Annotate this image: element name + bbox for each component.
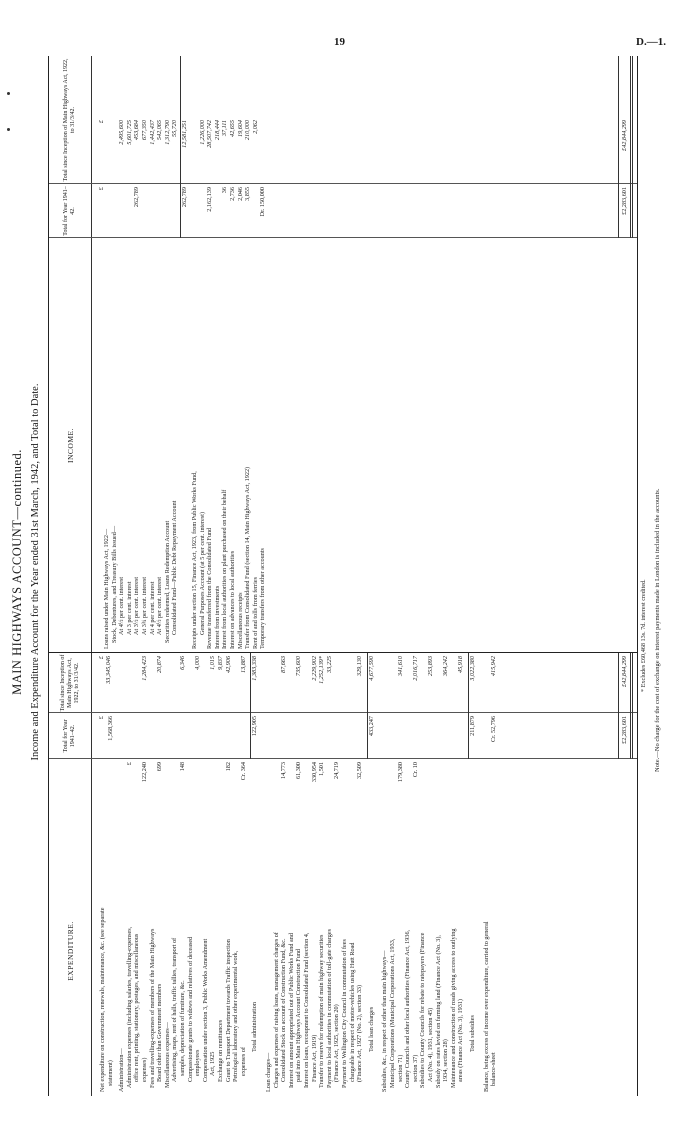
total-rule: [630, 56, 633, 238]
expenditure-inner-amount: 1,501: [318, 762, 326, 776]
income-item: Receipts under section 15, Finance Act, 1923, from Public Works Fund,: [191, 471, 198, 649]
expenditure-item: section 37): [411, 1054, 419, 1082]
expenditure-item: Subsidies to County Councils for rebate to ratepayers (Finance: [419, 932, 427, 1088]
income-since-amount: 677,350: [141, 120, 148, 141]
page-reference: D.—1.: [636, 36, 666, 48]
expenditure-item: Maintenance and construction of roads giving access to outlying: [449, 928, 457, 1088]
expenditure-item: samples, depreciation of furniture, &c.: [179, 980, 186, 1076]
income-item: At 4½ per cent. interest: [118, 576, 126, 635]
expenditure-item: Grant to Transport Department towards Traffic inspection: [224, 939, 232, 1082]
income-item: Miscellaneous receipts: [236, 592, 244, 649]
expenditure-inner-amount: 24,719: [333, 762, 341, 780]
expenditure-item: Interest on loans, recoupment to Consolidated Fund (section 4,: [303, 932, 310, 1088]
income-since-amount: 5,601,725: [125, 120, 133, 145]
income-year-amount: Dr. 150,000: [259, 187, 267, 217]
expenditure-since-amount: 1,015: [209, 656, 217, 670]
income-since-amount: 28,507,742: [206, 120, 214, 148]
income-since-amount: 1,442,437: [148, 120, 156, 145]
expenditure-inner-amount: 14,773: [280, 762, 288, 780]
expenditure-since-amount: £: [98, 656, 105, 660]
expenditure-since-amount: 341,610: [396, 656, 404, 677]
expenditure-item: Act, 1925: [209, 1051, 217, 1076]
expenditure-item: paid into Main Highways Account Construction Fund: [295, 948, 303, 1082]
account-subtitle: Income and Expenditure Account for the Year ended 31st March, 1942, and Total to Date.: [30, 383, 41, 761]
expenditure-since-amount: 4,677,590: [367, 656, 375, 681]
expenditure-item: Total loan charges: [367, 1006, 375, 1052]
expenditure-since-amount: 9,837: [217, 656, 224, 670]
total-rule: [630, 653, 633, 759]
income-item: At 3½ per cent. interest: [133, 576, 141, 635]
expenditure-inner-amount: 148: [179, 762, 186, 772]
expenditure-item: balance-sheet: [490, 1052, 498, 1086]
expenditure-inner-amount: Cr. 364: [239, 762, 247, 781]
expenditure-since-amount: 4,000: [194, 656, 202, 670]
expenditure-item: Administration—: [118, 1048, 126, 1092]
total-rule: [468, 653, 469, 759]
expenditure-item: Loan charges—: [265, 1052, 272, 1092]
income-since-amount: 2,495,600: [118, 120, 126, 145]
expenditure-since-amount: 1,252,139*: [318, 656, 326, 684]
income-since-amount: £: [98, 120, 105, 124]
income-item: General Purposes Account (at 5 per cent. interest): [198, 511, 206, 635]
income-since-amount: £42,844,299: [621, 120, 628, 151]
expenditure-item: Charges and expenses of raising loans, management charges of: [272, 932, 280, 1088]
expenditure-inner-amount: 182: [224, 762, 232, 772]
income-since-amount: 37,111: [221, 120, 229, 137]
expenditure-item: Compensation under section 3, Public Works Amendment: [201, 938, 209, 1082]
expenditure-since-amount: 329,130: [356, 656, 364, 677]
income-since-amount: 210,000: [244, 120, 252, 141]
expenditure-item: Advertising, maps, rent of halls, traffic tallies, transport of: [171, 937, 179, 1082]
expenditure-since-amount: 415,942: [490, 656, 498, 677]
income-since-amount: 453,684: [133, 120, 141, 141]
income-item: Interest on advances to local authorities: [229, 550, 236, 649]
income-item: Loans raised under Main Highways Act, 1922—: [103, 528, 110, 649]
income-since-amount: 19,604: [236, 120, 244, 138]
page-number: 19: [334, 36, 345, 48]
income-year-amount: 3,855: [244, 187, 252, 201]
expenditure-item: Subsidy on rates levied on farming land (Finance Act (No. 3),: [434, 935, 442, 1088]
expenditure-item: County Councils and other local authorities (Finance Act, 1936,: [404, 929, 412, 1088]
expenditure-item: Total administration: [251, 1002, 259, 1052]
expenditure-since-amount: 6,346: [179, 656, 186, 670]
total-rule: [250, 653, 251, 759]
income-item: Consolidated Fund—Public Debt Repayment Account: [171, 500, 179, 635]
expenditure-item: expenses): [141, 1057, 148, 1082]
expenditure-since-amount: 735,600: [295, 656, 303, 677]
expenditure-item: Act (No. 4), 1931, section 45): [427, 1007, 434, 1082]
total-rule: [618, 56, 619, 238]
expenditure-inner-amount: £: [125, 762, 133, 766]
expenditure-item: statement): [106, 1060, 114, 1086]
expenditure-item: Board other than Government members: [156, 983, 164, 1082]
total-rule: [618, 653, 619, 759]
expenditure-item: Fees and travelling-expenses of members of the Main Highways: [148, 928, 156, 1088]
income-since-amount: 1,226,000: [198, 120, 206, 145]
expenditure-item: Interest on amount appropriated out of Public Works Fund and: [287, 933, 295, 1088]
expenditure-item: (Finance Act, 1925, section 20): [333, 1004, 341, 1082]
income-year-amount: 36: [221, 187, 229, 194]
income-since-amount: 12,581,251: [181, 120, 189, 148]
expenditure-item: Compassionate grants to widows and relatives of deceased: [186, 936, 194, 1082]
expenditure-year-amount: 433,247: [367, 716, 375, 737]
expenditure-year-amount: £: [98, 716, 105, 720]
income-item: At 3 per cent. interest: [125, 581, 133, 635]
income-since-amount: 55,720: [171, 120, 179, 138]
income-since-amount: 542,065: [156, 120, 164, 141]
income-item: At 3¾ per cent. interest: [141, 576, 148, 635]
expenditure-year-amount: 1,568,366: [106, 716, 114, 741]
income-item: Rent of and tolls from ferries: [251, 577, 259, 649]
income-item: Transfer from Consolidated Fund (section 14, Main Highways Act, 1922): [244, 466, 252, 649]
expenditure-year-amount: Cr. 52,796: [490, 716, 498, 742]
expenditure-item: 1934, section 28): [442, 1039, 450, 1082]
rotated-account-table: [8, 42, 668, 1102]
expenditure-since-amount: 20,874: [156, 656, 164, 674]
expenditure-item: section 71): [396, 1054, 404, 1082]
expenditure-since-amount: 2,016,717: [411, 656, 419, 681]
expenditure-item: Administration expenses (including salaries, travelling-expenses,: [125, 926, 133, 1088]
expenditure-inner-amount: 122,240: [141, 762, 148, 783]
income-year-amount: 2,162,139: [206, 187, 214, 212]
income-year-amount: £2,283,601: [621, 187, 628, 215]
footnote: * Excludes £60,468 13s. 7d. interest credited.: [640, 579, 647, 692]
column-divider: [49, 712, 637, 759]
expenditure-since-amount: 3,022,380: [469, 656, 476, 681]
expenditure-since-amount: 33,225: [325, 656, 333, 674]
income-item: Revenue transferred from the Consolidated Fund: [206, 527, 214, 649]
income-year-amount: £: [98, 187, 105, 191]
expenditure-inner-amount: 699: [156, 762, 164, 772]
header-expenditure: EXPENDITURE.: [65, 921, 75, 981]
expenditure-item: Consolidated Stock on account of Construction Fund, &c.: [280, 938, 288, 1082]
column-divider: [49, 652, 637, 713]
expenditure-item: Net expenditure on construction, renewals, maintenance, &c. (see separate: [99, 907, 106, 1092]
income-since-amount: 1,312,790: [163, 120, 171, 145]
expenditure-since-amount: 42,906: [224, 656, 232, 674]
expenditure-item: Miscellaneous expenses—: [163, 1022, 171, 1088]
header-year-right: Total for Year 1941–42.: [63, 186, 76, 236]
expenditure-item: areas (Finance Act (No. 3), 1931): [457, 999, 465, 1082]
income-since-amount: 42,655: [229, 120, 236, 138]
expenditure-since-amount: 364,242: [442, 656, 450, 677]
expenditure-item: Petrological laboratory and other experimental work,: [232, 950, 240, 1082]
expenditure-inner-amount: 32,509: [356, 762, 364, 780]
income-expenditure-table: [48, 56, 638, 1096]
expenditure-item: Exchange on remittances: [217, 1019, 224, 1082]
expenditure-year-amount: 122,905: [251, 716, 259, 737]
expenditure-since-amount: 2,229,902: [310, 656, 318, 681]
income-item: Interest from local authorities on plant purchased on their behalf: [221, 489, 229, 649]
expenditure-item: (Finance Act, 1927 (No. 2), section 33): [356, 984, 364, 1082]
expenditure-item: chargeable in respect of motor-vehicles using Hutt Road: [348, 942, 356, 1082]
expenditure-item: Balance, being excess of income over expenditure, carried to general: [482, 921, 490, 1092]
expenditure-inner-amount: 179,380: [396, 762, 404, 783]
income-item: At 4½ per cent. interest: [156, 576, 164, 635]
expenditure-item: Payment to local authorities in commutation of toll-gate charges: [325, 928, 333, 1088]
income-year-amount: 2,046: [236, 187, 244, 201]
header-income: INCOME.: [65, 428, 75, 463]
expenditure-item: Municipal Corporations (Municipal Corporations Act, 1933,: [389, 938, 396, 1088]
header-since-right: Total since Inception of Main Highways Act, 1922, to 31/3/42.: [63, 58, 76, 182]
income-since-amount: 2,062: [251, 120, 259, 134]
expenditure-item: expenses of: [239, 1046, 247, 1076]
expenditure-since-amount: 1,284,423: [141, 656, 148, 681]
expenditure-since-amount: 13,887: [239, 656, 247, 674]
expenditure-item: employees: [194, 1049, 202, 1076]
expenditure-item: Finance Act, 1919): [310, 1034, 318, 1082]
income-item: Securities redeemed, Loans Redemption Account: [163, 520, 171, 643]
expenditure-inner-amount: 61,300: [295, 762, 303, 780]
income-item: Stock, Debentures, and Treasury Bills issued—: [110, 525, 118, 643]
income-year-amount: 262,789: [181, 187, 189, 208]
expenditure-item: office rent, printing, stationery, postages, and miscellaneous: [133, 933, 141, 1082]
income-since-amount: 218,444: [213, 120, 221, 141]
header-year-left: Total for Year 1941–42.: [63, 719, 76, 753]
expenditure-item: Transfer to reserve for redemption of main highway securities: [318, 934, 326, 1088]
expenditure-since-amount: 45,918: [457, 656, 465, 674]
income-item: At 4 per cent. interest: [148, 581, 156, 635]
expenditure-inner-amount: 330,954: [310, 762, 318, 783]
total-rule: [367, 653, 368, 759]
expenditure-year-amount: 211,879: [469, 716, 476, 736]
expenditure-since-amount: 253,893: [427, 656, 434, 677]
expenditure-inner-amount: Cr. 10: [411, 762, 419, 778]
income-year-amount: 262,789: [133, 187, 141, 208]
income-year-amount: 2,736: [229, 187, 236, 201]
expenditure-since-amount: 33,345,046: [105, 656, 112, 684]
expenditure-item: Total subsidies: [469, 1015, 476, 1052]
expenditure-since-amount: £42,844,299: [621, 656, 628, 687]
expenditure-year-amount: £2,283,601: [621, 716, 628, 744]
income-item: Interest from investments: [213, 585, 221, 649]
income-item: Temporary transfers from other accounts: [259, 548, 267, 649]
note: Note.—No charge for the cost of exchange on interest payments made in London is included in the accounts.: [654, 488, 661, 772]
expenditure-since-amount: 87,663: [280, 656, 288, 674]
expenditure-since-amount: 1,383,338: [251, 656, 259, 681]
total-rule: [180, 56, 181, 238]
header-since-left: Total since Inception of Main Highways Act, 1922, to 31/3/42.: [59, 654, 80, 712]
expenditure-item: Payment to Wellington City Council in commutation of fees: [341, 939, 348, 1088]
account-title: MAIN HIGHWAYS ACCOUNT—continued.: [10, 449, 24, 695]
expenditure-item: Subsidies, &c., in respect of other than main highways—: [381, 950, 389, 1092]
